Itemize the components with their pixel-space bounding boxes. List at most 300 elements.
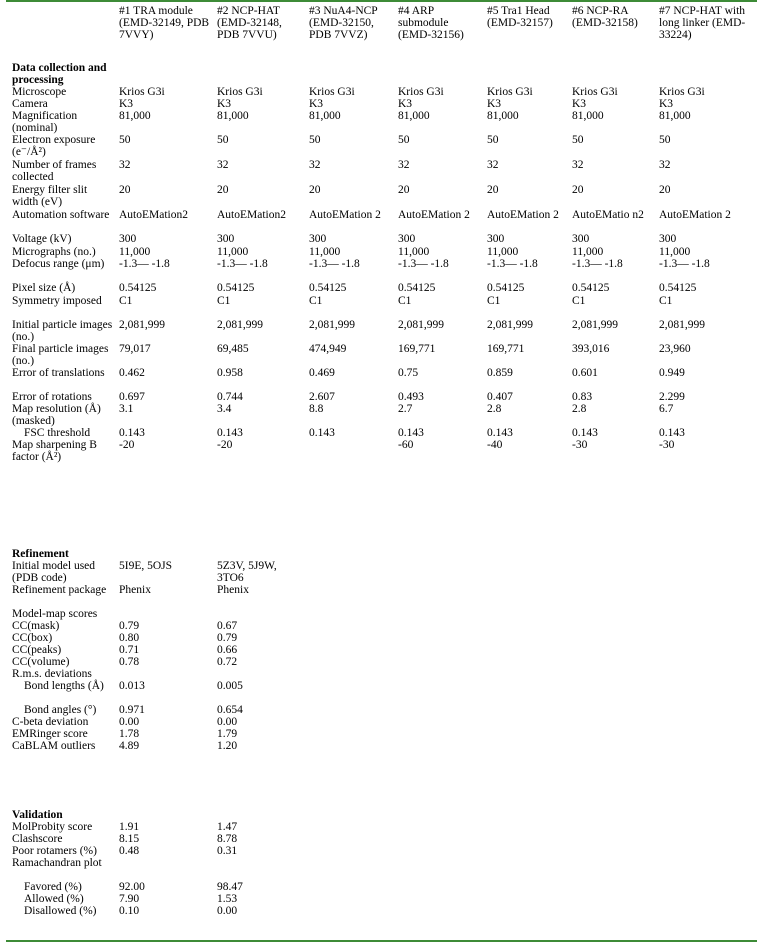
table-cell	[392, 728, 481, 740]
table-cell	[481, 833, 566, 845]
row-label: Energy filter slit width (eV)	[12, 184, 88, 208]
table-cell: 169,771	[398, 343, 436, 355]
table-cell: 0.00	[217, 905, 238, 917]
table-cell	[303, 560, 392, 584]
table-cell: 0.83	[572, 391, 593, 403]
table-cell: 0.10	[119, 905, 140, 917]
row-label: EMRinger score	[12, 728, 88, 740]
table-cell	[653, 644, 757, 656]
row-label: Initial particle images (no.)	[12, 319, 113, 343]
table-cell: 0.54125	[659, 282, 697, 294]
table-row	[6, 110, 757, 134]
table-row	[6, 845, 757, 857]
table-cell: 0.79	[119, 620, 140, 632]
table-row	[6, 644, 757, 656]
table-cell: 1.20	[217, 740, 238, 752]
table-row	[6, 134, 757, 159]
table-cell: 300	[487, 233, 505, 245]
table-cell: 11,000	[487, 246, 519, 258]
table-cell	[392, 833, 481, 845]
table-cell	[303, 881, 392, 893]
table-section	[6, 809, 757, 917]
table-cell: 0.013	[119, 680, 145, 692]
table-cell: -30	[572, 439, 588, 451]
table-cell	[303, 632, 392, 644]
table-cell	[653, 608, 757, 620]
table-cell: 0.31	[217, 845, 238, 857]
table-row	[6, 427, 757, 439]
table-cell: 20	[217, 184, 229, 196]
table-cell	[566, 716, 653, 728]
table-row	[6, 881, 757, 893]
table-cell	[566, 845, 653, 857]
table-cell: 5Z3V, 5J9W, 3TO6	[217, 560, 277, 584]
table-cell: 0.67	[217, 620, 238, 632]
table-cell: 50	[572, 134, 584, 146]
table-cell: 20	[309, 184, 321, 196]
table-cell: 81,000	[309, 110, 341, 122]
table-cell	[303, 608, 392, 620]
table-cell	[113, 608, 211, 620]
table-cell: AutoEMation2	[217, 209, 286, 221]
table-cell: 2.607	[309, 391, 335, 403]
table-cell	[211, 608, 303, 620]
table-cell: 0.143	[659, 427, 685, 439]
table-cell: 3.1	[119, 403, 134, 415]
table-cell	[481, 644, 566, 656]
table-cell: 20	[119, 184, 131, 196]
table-cell: 32	[572, 159, 584, 171]
row-label: Model-map scores	[12, 608, 98, 620]
table-cell	[392, 656, 481, 668]
row-label: MolProbity score	[12, 821, 93, 833]
table-cell	[392, 857, 481, 881]
table-cell: 0.48	[119, 845, 140, 857]
table-cell: 169,771	[487, 343, 525, 355]
table-cell	[113, 857, 211, 881]
table-cell	[303, 680, 392, 704]
table-cell	[392, 845, 481, 857]
table-cell: C1	[572, 295, 586, 307]
table-cell: 50	[487, 134, 499, 146]
table-cell: 20	[398, 184, 410, 196]
table-cell: 20	[572, 184, 584, 196]
table-row	[6, 159, 757, 184]
table-cell: 8.15	[119, 833, 140, 845]
table-cell: 0.54125	[398, 282, 436, 294]
row-label: R.m.s. deviations	[12, 668, 92, 680]
table-cell	[211, 857, 303, 881]
table-cell: -1.3— -1.8	[217, 258, 268, 270]
table-cell: -1.3— -1.8	[572, 258, 623, 270]
table-cell: 0.949	[659, 367, 685, 379]
table-cell: 11,000	[217, 246, 249, 258]
table-row	[6, 403, 757, 427]
table-row	[6, 560, 757, 584]
table-cell	[566, 893, 653, 905]
table-cell: 300	[398, 233, 416, 245]
table-cell	[566, 833, 653, 845]
table-cell: 92.00	[119, 881, 145, 893]
table-cell	[303, 833, 392, 845]
table-cell: 2.8	[487, 403, 502, 415]
table-cell: 0.143	[487, 427, 513, 439]
table-cell	[653, 905, 757, 917]
table-cell: 11,000	[398, 246, 430, 258]
row-label: Defocus range (μm)	[12, 258, 105, 270]
table-cell	[653, 821, 757, 833]
table-cell: Krios G3i	[572, 86, 618, 98]
table-cell	[481, 704, 566, 716]
table-cell	[653, 845, 757, 857]
column-header: #1 TRA module (EMD-32149, PDB 7VVY)	[119, 5, 210, 41]
table-cell: 2,081,999	[119, 319, 165, 331]
table-cell	[566, 644, 653, 656]
table-cell	[481, 632, 566, 644]
table-cell	[303, 893, 392, 905]
row-label: CaBLAM outliers	[12, 740, 96, 752]
row-label: Disallowed (%)	[24, 905, 97, 917]
table-cell: Krios G3i	[217, 86, 263, 98]
table-cell	[566, 857, 653, 881]
table-cell	[481, 620, 566, 632]
table-row	[6, 704, 757, 716]
table-cell: 0.54125	[309, 282, 347, 294]
table-cell: 300	[572, 233, 590, 245]
table-cell: 5I9E, 5OJS	[119, 560, 173, 572]
table-row	[6, 608, 757, 620]
table-cell: C1	[217, 295, 231, 307]
table-cell: 50	[309, 134, 321, 146]
row-label: Automation software	[12, 209, 110, 221]
table-cell: K3	[309, 98, 324, 110]
table-cell: 1.53	[217, 893, 238, 905]
table-cell: 81,000	[398, 110, 430, 122]
table-cell	[392, 632, 481, 644]
table-cell: 0.143	[572, 427, 598, 439]
table-cell: 0.71	[119, 644, 140, 656]
table-cell: AutoEMation2	[119, 209, 188, 221]
table-cell	[303, 656, 392, 668]
table-cell	[653, 833, 757, 845]
table-cell: 0.143	[309, 427, 335, 439]
table-cell	[481, 656, 566, 668]
table-cell: 7.90	[119, 893, 140, 905]
table-cell	[481, 821, 566, 833]
table-cell: 0.54125	[217, 282, 255, 294]
table-cell	[653, 857, 757, 881]
table-cell: 0.66	[217, 644, 238, 656]
row-label: C-beta deviation	[12, 716, 89, 728]
row-label: Poor rotamers (%)	[12, 845, 97, 857]
table-cell: 2,081,999	[309, 319, 355, 331]
table-cell: 79,017	[119, 343, 151, 355]
table-cell	[303, 845, 392, 857]
table-cell	[653, 704, 757, 716]
table-cell: 8.8	[309, 403, 324, 415]
table-cell: 0.79	[217, 632, 238, 644]
table-cell	[392, 584, 481, 608]
table-cell	[481, 740, 566, 752]
row-label: Final particle images (no.)	[12, 343, 109, 367]
table-cell	[392, 620, 481, 632]
table-cell	[653, 893, 757, 905]
table-cell: -20	[217, 439, 233, 451]
table-cell: K3	[487, 98, 502, 110]
table-cell: 11,000	[309, 246, 341, 258]
row-label: Pixel size (Å)	[12, 282, 76, 294]
header-corner	[6, 5, 113, 61]
table-cell: 1.47	[217, 821, 238, 833]
row-label: CC(peaks)	[12, 644, 62, 656]
section-title: Validation	[12, 809, 63, 821]
table-cell: 2,081,999	[487, 319, 533, 331]
table-cell: 2,081,999	[217, 319, 263, 331]
table-cell	[653, 632, 757, 644]
table-cell: 0.601	[572, 367, 598, 379]
table-cell: 1.79	[217, 728, 238, 740]
table-cell	[566, 728, 653, 740]
table-row	[6, 857, 757, 881]
table-cell	[566, 905, 653, 917]
table-cell: 6.7	[659, 403, 674, 415]
table-cell: 32	[398, 159, 410, 171]
table-cell: 32	[217, 159, 229, 171]
table-cell: AutoEMation 2	[659, 209, 731, 221]
table-cell: 300	[119, 233, 137, 245]
table-cell	[481, 716, 566, 728]
table-cell	[392, 821, 481, 833]
table-cell	[566, 740, 653, 752]
table-cell: 2,081,999	[398, 319, 444, 331]
table-cell: 0.00	[119, 716, 140, 728]
table-cell: 20	[659, 184, 671, 196]
section-title: Data collection and processing	[12, 62, 107, 86]
table-cell	[566, 668, 653, 680]
table-row	[6, 391, 757, 403]
column-header: #5 Tra1 Head (EMD-32157)	[487, 5, 553, 29]
table-cell	[566, 632, 653, 644]
table-cell	[303, 821, 392, 833]
table-cell	[392, 608, 481, 620]
table-cell: -1.3— -1.8	[487, 258, 538, 270]
table-cell: 0.469	[309, 367, 335, 379]
table-cell: 2,081,999	[572, 319, 618, 331]
table-cell: -20	[119, 439, 135, 451]
row-label: CC(volume)	[12, 656, 70, 668]
column-header: #3 NuA4-NCP (EMD-32150, PDB 7VVZ)	[309, 5, 378, 41]
row-label: Ramachandran plot	[12, 857, 102, 869]
table-cell	[566, 560, 653, 584]
table-cell: C1	[659, 295, 673, 307]
table-row	[6, 668, 757, 680]
table-row	[6, 98, 757, 110]
table-cell: AutoEMation 2	[398, 209, 470, 221]
table-cell	[113, 668, 211, 680]
row-label: Electron exposure (e⁻/Å²)	[12, 134, 96, 158]
table-cell	[303, 905, 392, 917]
table-cell	[653, 620, 757, 632]
table-row	[6, 632, 757, 644]
table-cell: Krios G3i	[309, 86, 355, 98]
table-cell: 0.744	[217, 391, 243, 403]
table-cell: 32	[309, 159, 321, 171]
table-cell	[211, 668, 303, 680]
row-label: CC(mask)	[12, 620, 60, 632]
table-cell: 0.143	[119, 427, 145, 439]
row-label: Bond lengths (Å)	[24, 680, 104, 692]
table-cell: Krios G3i	[487, 86, 533, 98]
table-cell: 0.654	[217, 704, 243, 716]
row-label: Initial model used (PDB code)	[12, 560, 96, 584]
table-cell	[481, 608, 566, 620]
table-cell: 0.697	[119, 391, 145, 403]
table-cell	[481, 680, 566, 704]
table-cell	[481, 881, 566, 893]
table-cell: 474,949	[309, 343, 347, 355]
table-cell: 11,000	[659, 246, 691, 258]
table-cell	[303, 439, 392, 466]
table-row	[6, 821, 757, 833]
table-cell: 0.75	[398, 367, 419, 379]
table-cell: K3	[217, 98, 232, 110]
row-label: Magnification (nominal)	[12, 110, 78, 134]
table-cell: K3	[659, 98, 674, 110]
table-cell: 81,000	[659, 110, 691, 122]
table-row	[6, 656, 757, 668]
table-cell	[481, 857, 566, 881]
table-row	[6, 246, 757, 258]
table-cell	[303, 740, 392, 752]
table-cell: 50	[217, 134, 229, 146]
table-cell: 1.91	[119, 821, 140, 833]
table-header	[6, 0, 757, 61]
table-cell: Krios G3i	[398, 86, 444, 98]
table-cell: -1.3— -1.8	[119, 258, 170, 270]
table-cell: 2,081,999	[659, 319, 705, 331]
table-cell	[392, 704, 481, 716]
table-cell: 0.958	[217, 367, 243, 379]
table-cell: K3	[119, 98, 134, 110]
row-label: Camera	[12, 98, 48, 110]
table-cell	[653, 668, 757, 680]
table-cell: 0.80	[119, 632, 140, 644]
table-row	[6, 184, 757, 209]
row-label: Error of rotations	[12, 391, 92, 403]
table-cell: -40	[487, 439, 503, 451]
table-cell: 0.72	[217, 656, 238, 668]
table-cell: 0.143	[217, 427, 243, 439]
table-cell: -1.3— -1.8	[398, 258, 449, 270]
table-cell: 81,000	[572, 110, 604, 122]
table-cell	[566, 821, 653, 833]
table-cell	[566, 620, 653, 632]
row-label: Micrographs (no.)	[12, 246, 96, 258]
column-header: #2 NCP-HAT (EMD-32148, PDB 7VVU)	[217, 5, 282, 41]
table-cell: Phenix	[217, 584, 249, 596]
table-cell	[481, 584, 566, 608]
table-cell	[653, 584, 757, 608]
table-cell: 32	[659, 159, 671, 171]
table-cell: C1	[309, 295, 323, 307]
table-cell: 300	[309, 233, 327, 245]
table-cell: 1.78	[119, 728, 140, 740]
table-row	[6, 620, 757, 632]
row-label: Microscope	[12, 86, 67, 98]
row-label: Map sharpening B factor (Å²)	[12, 439, 97, 463]
table-cell: 393,016	[572, 343, 610, 355]
table-row	[6, 258, 757, 282]
table-cell	[392, 740, 481, 752]
row-label: Allowed (%)	[24, 893, 84, 905]
table-cell	[653, 656, 757, 668]
row-label: FSC threshold	[24, 427, 91, 439]
table-cell: -30	[659, 439, 675, 451]
table-cell: AutoEMation 2	[309, 209, 381, 221]
table-cell: -1.3— -1.8	[659, 258, 710, 270]
table-cell	[392, 680, 481, 704]
table-row	[6, 833, 757, 845]
table-cell	[303, 584, 392, 608]
table-cell: 0.407	[487, 391, 513, 403]
table-cell	[653, 728, 757, 740]
table-row	[6, 209, 757, 233]
column-header: #4 ARP submodule (EMD-32156)	[398, 5, 464, 41]
table-row	[6, 728, 757, 740]
table-row	[6, 233, 757, 246]
table-cell	[303, 644, 392, 656]
table-cell	[566, 608, 653, 620]
table-cell: 0.859	[487, 367, 513, 379]
table-cell: 300	[659, 233, 677, 245]
table-row	[6, 343, 757, 367]
table-cell: 0.54125	[119, 282, 157, 294]
table-cell: 20	[487, 184, 499, 196]
table-cell	[566, 656, 653, 668]
column-header: #6 NCP-RA (EMD-32158)	[572, 5, 638, 29]
data-table	[6, 0, 757, 917]
table-row	[6, 716, 757, 728]
table-cell: C1	[487, 295, 501, 307]
row-label: CC(box)	[12, 632, 53, 644]
table-row	[6, 905, 757, 917]
row-label: Error of translations	[12, 367, 105, 379]
table-cell: -60	[398, 439, 414, 451]
table-cell	[303, 620, 392, 632]
table-cell: AutoEMatio n2	[572, 209, 644, 221]
column-header: #7 NCP-HAT with long linker (EMD-33224)	[659, 5, 746, 41]
row-label: Refinement package	[12, 584, 107, 596]
table-cell	[653, 881, 757, 893]
table-cell: 2.299	[659, 391, 685, 403]
table-cell	[481, 893, 566, 905]
table-row	[6, 893, 757, 905]
table-cell: C1	[119, 295, 133, 307]
table-cell: 300	[217, 233, 235, 245]
table-cell: 50	[119, 134, 131, 146]
row-label: Favored (%)	[24, 881, 82, 893]
table-cell: 11,000	[572, 246, 604, 258]
table-cell: -1.3— -1.8	[309, 258, 360, 270]
table-cell: 2.7	[398, 403, 413, 415]
table-cell	[392, 716, 481, 728]
table-cell: 0.005	[217, 680, 243, 692]
table-cell	[653, 716, 757, 728]
table-cell	[481, 728, 566, 740]
table-cell: 50	[659, 134, 671, 146]
row-label: Map resolution (Å) (masked)	[12, 403, 101, 427]
table-cell: 0.54125	[487, 282, 525, 294]
